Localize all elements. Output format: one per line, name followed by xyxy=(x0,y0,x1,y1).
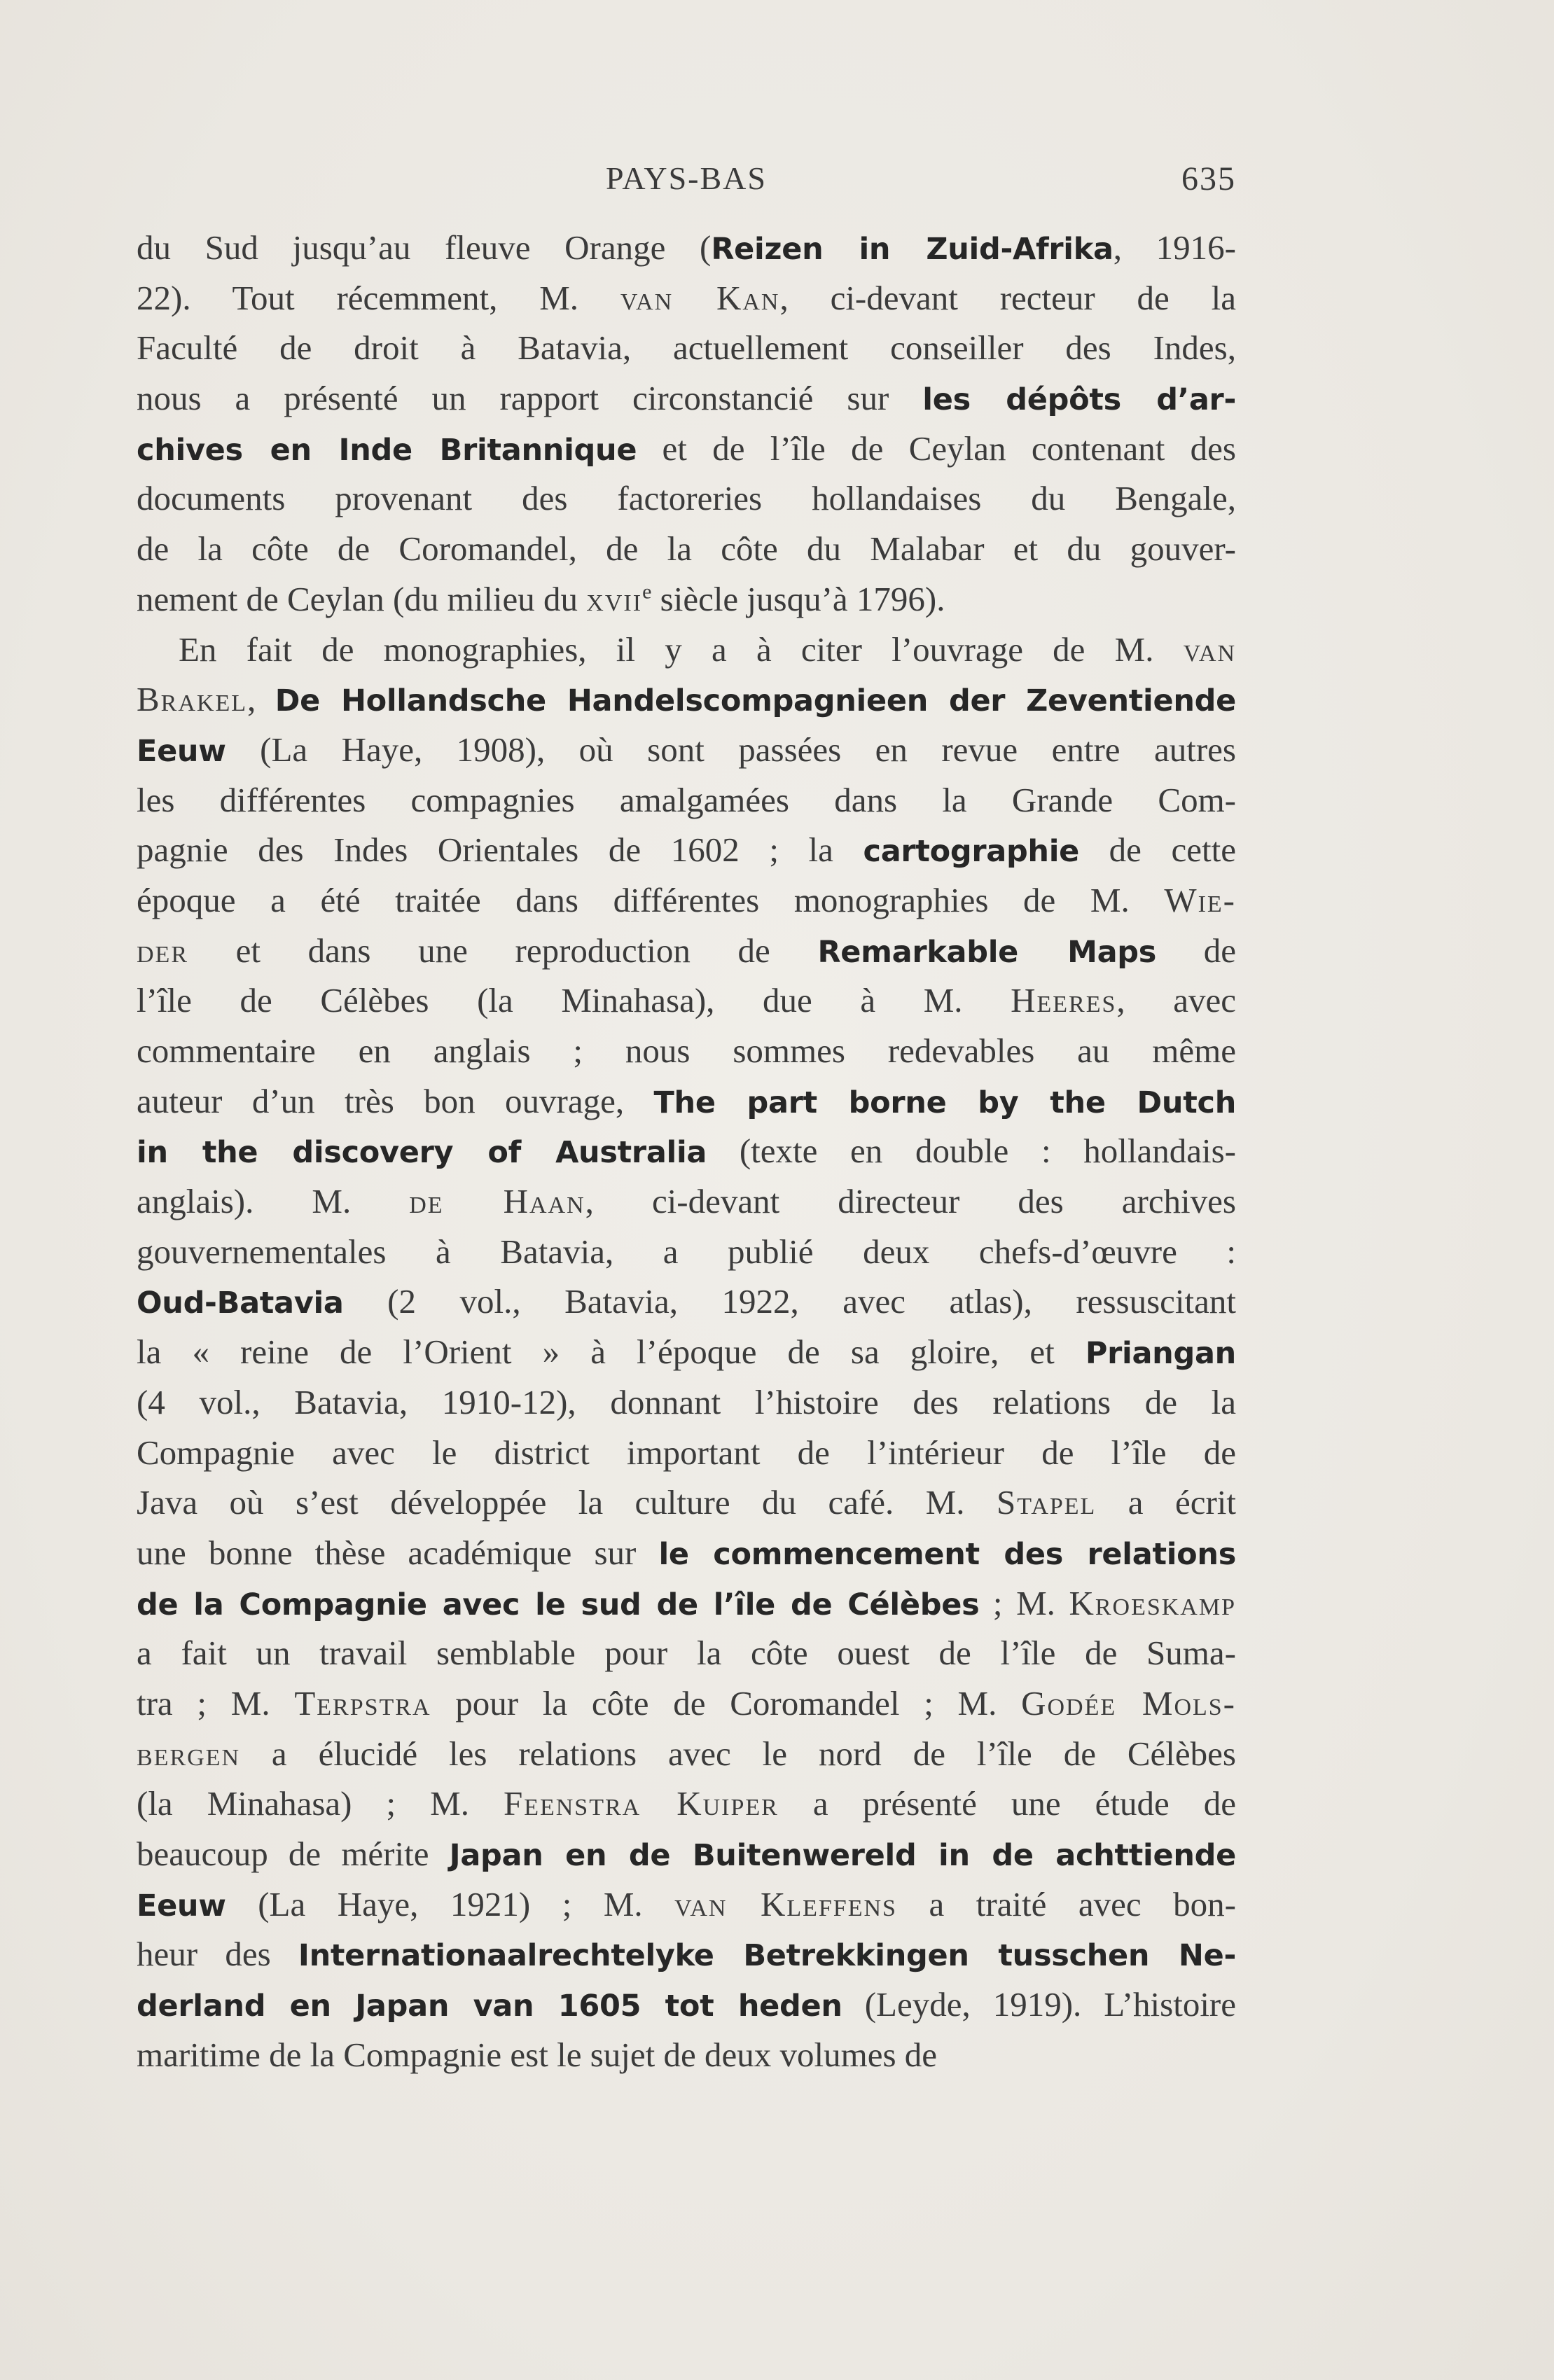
bold-title: les dépôts d’ar- xyxy=(922,382,1236,418)
author-name: Feenstra Kuiper xyxy=(503,1784,779,1823)
text-line xyxy=(137,1829,1236,1879)
text-run: et dans une reproduction de xyxy=(188,931,818,970)
text-run: (La Haye, 1921) ; M. xyxy=(226,1884,675,1923)
text-run: époque a été traitée dans différentes monographies de M. xyxy=(137,880,1165,919)
text-line xyxy=(137,1528,1236,1578)
text-run: de cette xyxy=(1079,830,1236,870)
text-line xyxy=(137,1126,1236,1176)
text-line xyxy=(137,1327,1236,1377)
author-name: bergen xyxy=(137,1734,240,1773)
author-name: van xyxy=(1183,629,1236,669)
text-run: a écrit xyxy=(1096,1483,1237,1522)
author-name: der xyxy=(137,931,188,970)
author-name: Heeres xyxy=(1011,981,1117,1020)
text-run: de xyxy=(1156,931,1236,970)
bold-title: Internationaalrechtelyke Betrekkingen tusschen Ne- xyxy=(298,1938,1236,1974)
text-run: auteur d’un très bon ouvrage, xyxy=(137,1081,654,1120)
text-line xyxy=(137,1929,1236,1979)
text-run: nous a présenté un rapport circonstancié sur xyxy=(137,379,923,418)
body-text xyxy=(137,223,1236,2080)
bold-title: De Hollandsche Handelscompagnieen der Zeventiende xyxy=(275,683,1236,719)
author-name: Brakel xyxy=(137,680,248,719)
text-line xyxy=(137,323,1236,373)
text-run: du Sud jusqu’au fleuve Orange ( xyxy=(137,228,712,267)
text-line xyxy=(137,674,1236,725)
text-line xyxy=(137,1628,1236,1678)
text-line xyxy=(137,1678,1236,1729)
text-run: 22). Tout récemment, M. xyxy=(137,278,620,317)
bold-title: de la Compagnie avec le sud de l’île de Célèbes xyxy=(137,1587,980,1622)
author-name: Kroeskamp xyxy=(1069,1583,1236,1622)
text-run: Faculté de droit à Batavia, actuellement conseiller des Indes, xyxy=(137,328,1236,368)
text-run: a élucidé les relations avec le nord de l’île de Célèbes xyxy=(240,1734,1236,1773)
text-line xyxy=(137,975,1236,1026)
text-run: et de l’île de Ceylan contenant des xyxy=(637,429,1236,468)
text-line xyxy=(137,524,1236,574)
text-line xyxy=(137,1578,1236,1629)
text-run: , avec xyxy=(1116,981,1237,1020)
text-run: , ci-devant directeur des archives xyxy=(585,1182,1236,1221)
bold-title: Oud-Batavia xyxy=(137,1286,344,1321)
text-run: l’île de Célèbes (la Minahasa), due à M. xyxy=(137,981,1011,1020)
bold-title: Priangan xyxy=(1085,1336,1236,1372)
text-line xyxy=(137,775,1236,826)
text-run: anglais). M. xyxy=(137,1182,410,1221)
text-line xyxy=(137,473,1236,524)
text-line xyxy=(137,1729,1236,1779)
text-run: les différentes compagnies amalgamées dans la Grande Com- xyxy=(137,780,1236,819)
bold-title: Eeuw xyxy=(137,1888,226,1923)
author-name: van Kan xyxy=(620,278,780,317)
text-run: pour la côte de Coromandel ; M. xyxy=(431,1683,1022,1723)
text-run: nement de Ceylan (du milieu du xyxy=(137,579,587,618)
bold-title: derland en Japan van 1605 tot heden xyxy=(137,1989,842,2024)
bold-title: Reizen in Zuid-Afrika xyxy=(711,232,1114,267)
text-line xyxy=(137,875,1236,926)
text-line xyxy=(137,574,1236,625)
text-line xyxy=(137,1779,1236,1829)
page-number: 635 xyxy=(1181,160,1236,197)
author-name: Wie- xyxy=(1164,880,1236,919)
text-line xyxy=(137,1428,1236,1478)
text-line xyxy=(137,926,1236,976)
text-run: ; M. xyxy=(979,1583,1069,1622)
text-run: tra ; M. xyxy=(137,1683,295,1723)
author-name: Godée Mols- xyxy=(1021,1683,1236,1723)
running-title: PAYS-BAS xyxy=(606,160,767,196)
text-run: (la Minahasa) ; M. xyxy=(137,1784,504,1823)
author-name: xvii xyxy=(586,579,643,618)
bold-title: in the discovery of Australia xyxy=(137,1135,707,1171)
text-run: heur des xyxy=(137,1935,298,1974)
text-run: , xyxy=(247,680,275,719)
bold-title: Remarkable Maps xyxy=(817,934,1157,970)
bold-title: Eeuw xyxy=(137,733,226,769)
text-run: une bonne thèse académique sur xyxy=(137,1533,659,1572)
text-line xyxy=(137,625,1236,675)
bold-title: Japan en de Buitenwereld in de achttiende xyxy=(449,1838,1236,1873)
author-name: Stapel xyxy=(997,1483,1097,1522)
text-run: (texte en double : hollandais- xyxy=(707,1132,1236,1171)
text-line xyxy=(137,1227,1236,1277)
text-line xyxy=(137,273,1236,323)
text-line xyxy=(137,2030,1236,2080)
text-run: a présenté une étude de xyxy=(778,1784,1237,1823)
running-head xyxy=(137,160,1236,202)
text-run: (4 vol., Batavia, 1910-12), donnant l’histoire des relations de la xyxy=(137,1382,1236,1421)
text-line xyxy=(137,1377,1236,1428)
author-name: de Haan xyxy=(409,1182,585,1221)
text-run: Java où s’est développée la culture du café. M. xyxy=(137,1483,997,1522)
text-line xyxy=(137,1879,1236,1930)
text-run: En fait de monographies, il y a à citer l’ouvrage de M. xyxy=(179,629,1184,669)
text-line xyxy=(137,825,1236,875)
text-line xyxy=(137,1176,1236,1227)
text-line xyxy=(137,1026,1236,1076)
text-line xyxy=(137,223,1236,273)
text-run: Compagnie avec le district important de l’intérieur de l’île de xyxy=(137,1433,1236,1472)
author-name: van Kleffens xyxy=(674,1884,897,1923)
superscript: e xyxy=(642,580,652,604)
text-line xyxy=(137,1276,1236,1327)
text-run: , 1916- xyxy=(1113,228,1236,267)
text-run: siècle jusqu’à 1796). xyxy=(651,579,945,618)
text-line xyxy=(137,424,1236,474)
text-run: a fait un travail semblable pour la côte ouest de l’île de Suma- xyxy=(137,1634,1236,1673)
text-run: a traité avec bon- xyxy=(896,1884,1236,1923)
text-run: (Leyde, 1919). L’histoire xyxy=(842,1985,1236,2024)
author-name: Terpstra xyxy=(294,1683,431,1723)
text-run: maritime de la Compagnie est le sujet de deux volumes de xyxy=(137,2035,938,2074)
text-run: de la côte de Coromandel, de la côte du Malabar et du gouver- xyxy=(137,529,1236,569)
text-line xyxy=(137,1477,1236,1528)
bold-title: le commencement des relations xyxy=(658,1536,1236,1572)
text-run: pagnie des Indes Orientales de 1602 ; la xyxy=(137,830,863,870)
text-line xyxy=(137,725,1236,775)
text-run: (2 vol., Batavia, 1922, avec atlas), ressuscitant xyxy=(343,1282,1236,1321)
text-line xyxy=(137,1979,1236,2030)
text-run: , ci-devant recteur de la xyxy=(779,278,1236,317)
bold-title: chives en Inde Britannique xyxy=(137,432,637,468)
text-run: la « reine de l’Orient » à l’époque de sa gloire, et xyxy=(137,1332,1085,1372)
text-run: gouvernementales à Batavia, a publié deux chefs-d’œuvre : xyxy=(137,1232,1236,1271)
bold-title: cartographie xyxy=(863,834,1080,870)
text-run: documents provenant des factoreries hollandaises du Bengale, xyxy=(137,479,1236,518)
text-line xyxy=(137,373,1236,424)
text-line xyxy=(137,1076,1236,1127)
text-run: beaucoup de mérite xyxy=(137,1835,450,1873)
text-run: commentaire en anglais ; nous sommes redevables au même xyxy=(137,1031,1236,1070)
text-run: (La Haye, 1908), où sont passées en revue entre autres xyxy=(226,730,1236,769)
bold-title: The part borne by the Dutch xyxy=(653,1085,1237,1120)
